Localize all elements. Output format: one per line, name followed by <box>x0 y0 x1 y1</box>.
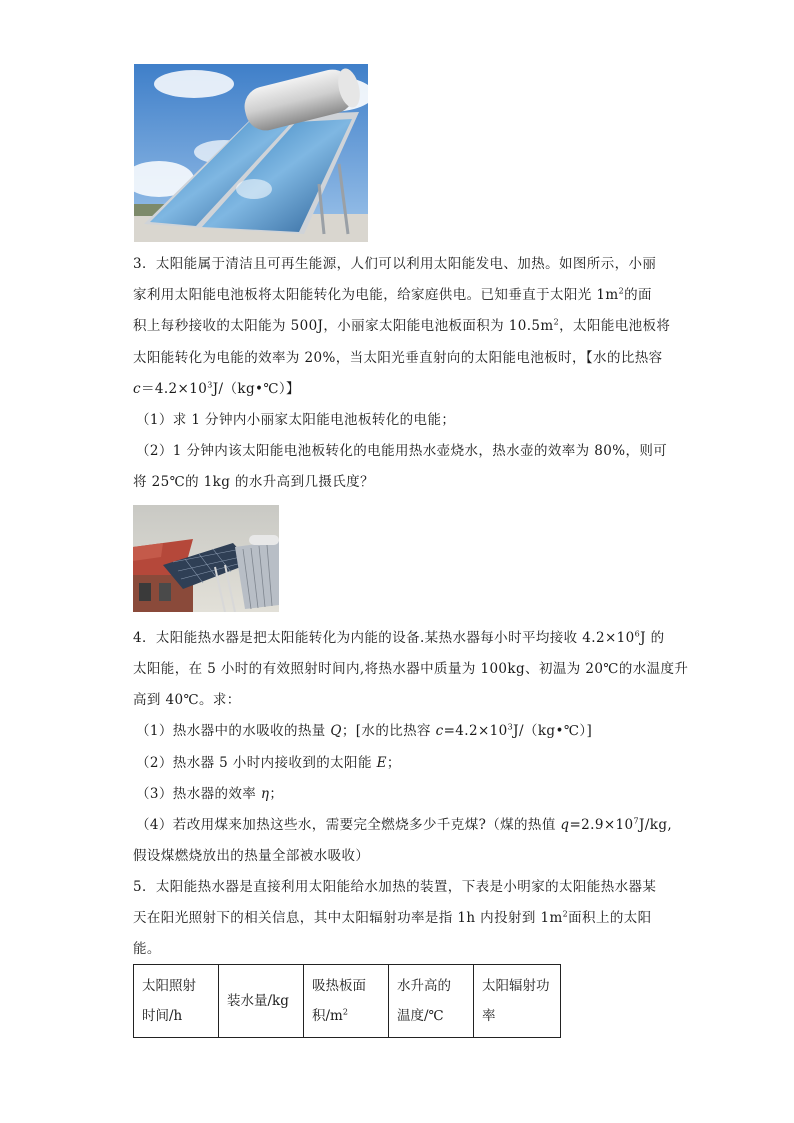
q4-line-2: 太阳能，在 5 小时的有效照射时间内,将热水器中质量为 100kg、初温为 20℃的水温度升 <box>133 661 689 677</box>
q5-line-1: 5．太阳能热水器是直接利用太阳能给水加热的装置，下表是小明家的太阳能热水器某 <box>133 879 657 895</box>
table-header-cell: 太阳照射 时间/h <box>134 965 219 1038</box>
q4-subquestion-4-line-1: （4）若改用煤来加热这些水，需要完全燃烧多少千克煤?（煤的热值 $q=2.9\times 10^7J/kg$, <box>136 816 673 833</box>
table-header-row <box>134 965 561 1038</box>
q3-line-4: 太阳能转化为电能的效率为 20%，当太阳光垂直射向的太阳能电池板时，【水的比热容 <box>133 350 663 366</box>
q4-subquestion-3: （3）热水器的效率 η； <box>136 786 284 802</box>
q3-subquestion-2-line-1: （2）1 分钟内该太阳能电池板转化的电能用热水壶烧水，热水壶的效率为 80%，则可 <box>136 443 668 459</box>
q3-line-1: 3．太阳能属于清洁且可再生能源，人们可以利用太阳能发电、加热。如图所示，小丽 <box>133 256 657 272</box>
q3-line-3: 积上每秒接收的太阳能为 500J，小丽家太阳能电池板面积为 $10.5m^2$，太阳能电池板将 <box>133 317 671 334</box>
table-header-cell: 太阳辐射功 率 <box>474 965 561 1038</box>
table-header-cell: 装水量/kg <box>219 965 304 1038</box>
q5-line-2: 天在阳光照射下的相关信息，其中太阳辐射功率是指 1h 内投射到 $1m^2$面积上的太阳 <box>133 909 652 926</box>
q3-line-5: $c=4.2\times 10^3J/(kg•℃)$】 <box>133 380 300 397</box>
solar-water-heater-image <box>134 64 368 242</box>
table-header-cell: 吸热板面 积$/m^2$ <box>304 965 389 1038</box>
q4-line-1: 4．太阳能热水器是把太阳能转化为内能的设备.某热水器每小时平均接收 $4.2\times 10^6J$ 的 <box>133 629 665 646</box>
q3-subquestion-2-line-2: 将 25℃的 1kg 的水升高到几摄氏度？ <box>133 474 374 490</box>
rooftop-solar-panels-image <box>133 505 279 612</box>
q5-line-3: 能。 <box>133 941 161 957</box>
q4-subquestion-2: （2）热水器 5 小时内接收到的太阳能 E； <box>136 755 401 771</box>
q4-subquestion-4-line-2: 假设煤燃烧放出的热量全部被水吸收） <box>133 848 370 864</box>
solar-data-table <box>133 964 561 1038</box>
table-header-cell: 水升高的 温度/℃ <box>389 965 474 1038</box>
q4-subquestion-1: （1）热水器中的水吸收的热量 Q；[水的比热容 $c=4.2\times 10^3J/(kg•℃)$] <box>136 722 593 739</box>
q3-line-2: 家利用太阳能电池板将太阳能转化为电能，给家庭供电。已知垂直于太阳光 $1m^2$的面 <box>133 286 652 303</box>
q4-line-3: 高到 40℃。求： <box>133 692 241 708</box>
q3-subquestion-1: （1）求 1 分钟内小丽家太阳能电池板转化的电能； <box>136 412 456 428</box>
